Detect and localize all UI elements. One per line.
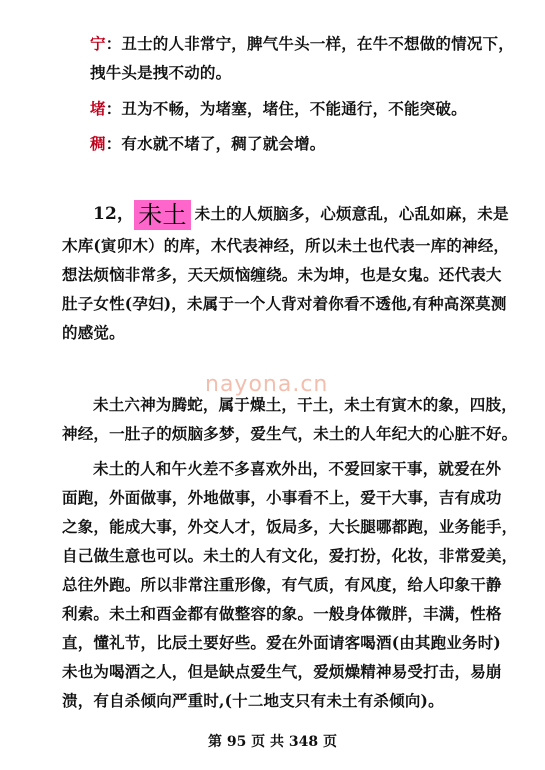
- paragraph-line: [0, 604, 545, 624]
- section-text: 木库(寅卯木）的库，木代表神经，所以未土也代表一库的神经，: [62, 236, 510, 255]
- paragraph-line: [0, 459, 545, 479]
- section-line: [0, 236, 545, 256]
- definition-line: [0, 34, 545, 54]
- definition-text: ：有水就不堵了，稠了就会增。: [105, 134, 326, 153]
- page-footer: 第 95 页 共 348 页: [207, 734, 338, 750]
- paragraph-line: [0, 575, 545, 595]
- paragraph-text: 直，懂礼节，比辰土要好些。爱在外面请客喝酒(由其跑业务时): [62, 633, 501, 652]
- section-text: 未土的人烦脑多，心烦意乱，心乱如麻，未是: [194, 204, 509, 223]
- highlighted-title: 未土: [134, 200, 190, 230]
- paragraph-line: [0, 633, 545, 653]
- section-line: [0, 323, 545, 343]
- paragraph-text: 未土六神为腾蛇，属于燥土，干土，未土有寅木的象，四肢，: [93, 395, 517, 414]
- section-line: [0, 294, 545, 314]
- paragraph-line: [0, 546, 545, 566]
- paragraph-text: 溃，有自杀倾向严重时,(十二地支只有未土有杀倾向)。: [62, 691, 444, 710]
- paragraph-text: 自己做生意也可以。未土的人有文化，爱打扮，化妆，非常爱美，: [62, 546, 518, 565]
- section-heading-line: [0, 200, 545, 230]
- definition-text: 拽牛头是拽不动的。: [90, 63, 232, 82]
- definition-line: [0, 63, 545, 83]
- paragraph-text: 面跑，外面做事，外地做事，小事看不上，爱干大事，吉有成功: [62, 488, 502, 507]
- definition-term: 稠: [90, 134, 106, 153]
- watermark: nayona.cn: [205, 372, 329, 397]
- paragraph-text: 未也为喝酒之人，但是缺点爱生气，爱烦燥精神易受打击，易崩: [62, 662, 502, 681]
- section-number: 12，: [93, 204, 135, 224]
- paragraph-line: [0, 395, 545, 415]
- paragraph-line: [0, 488, 545, 508]
- paragraph-line: [0, 517, 545, 537]
- definition-text: ：丑为不畅，为堵塞，堵住，不能通行，不能突破。: [105, 99, 467, 118]
- section-text: 肚子女性(孕妇)，未属于一个人背对着你看不透他,有种高深莫测: [62, 294, 507, 313]
- paragraph-line: [0, 691, 545, 711]
- paragraph-text: 之象，能成大事，外交人才，饭局多，大长腿哪都跑，业务能手，: [62, 517, 518, 536]
- definition-line: [0, 99, 545, 119]
- section-text: 想法烦恼非常多，天天烦恼缠绕。未为坤，也是女鬼。还代表大: [62, 265, 502, 284]
- paragraph-text: 利索。未土和酉金都有做整容的象。一般身体微胖，丰满，性格: [62, 604, 502, 623]
- paragraph-line: [0, 424, 545, 444]
- paragraph-line: [0, 662, 545, 682]
- paragraph-text: 总往外跑。所以非常注重形像，有气质，有风度，给人印象干静: [62, 575, 502, 594]
- paragraph-text: 神经，一肚子的烦脑多梦，爱生气，未土的人年纪大的心脏不好。: [62, 424, 518, 443]
- paragraph-text: 未土的人和午火差不多喜欢外出，不爱回家干事，就爱在外: [93, 459, 502, 478]
- definition-text: ：丑士的人非常宁，脾气牛头一样，在牛不想做的情况下，: [105, 34, 514, 53]
- section-line: [0, 265, 545, 285]
- definition-line: [0, 134, 545, 154]
- definition-term: 堵: [90, 99, 106, 118]
- definition-term: 宁: [90, 34, 106, 53]
- section-text: 的感觉。: [62, 323, 125, 342]
